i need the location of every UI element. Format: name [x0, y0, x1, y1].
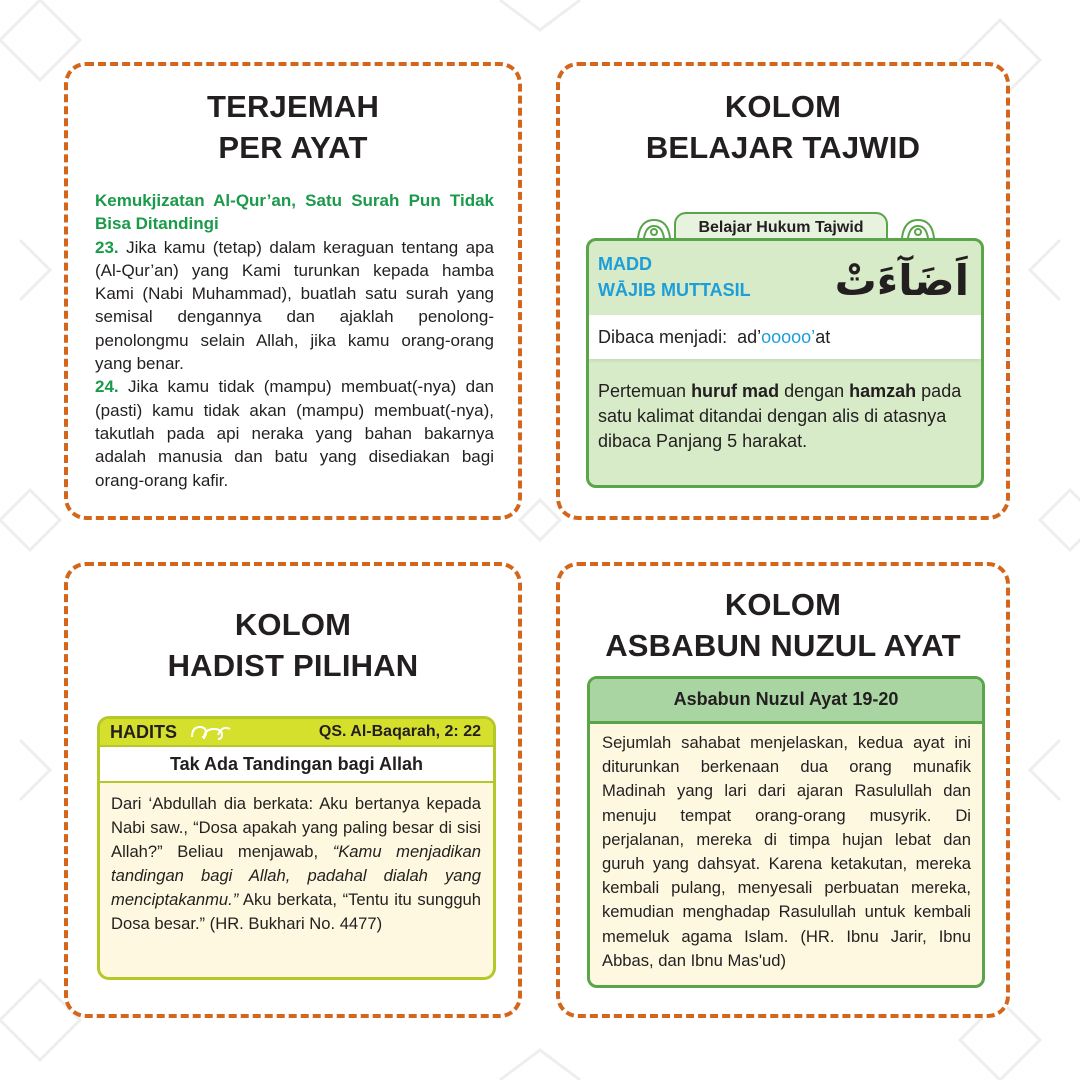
tajwid-card [556, 62, 1010, 520]
verse-24 [95, 375, 494, 491]
verse-23-text: Jika kamu (tetap) dalam keraguan tentang apa (Al-Qur’an) yang Kami turunkan kepada hamba Kami (Nabi Muhammad), buatlah satu surah yang semisal dengannya dan ajaklah penolong-penolongmu selain Allah, jika kamu orang-orang yang benar. [95, 237, 494, 374]
reading-row [589, 315, 981, 359]
madd-line1: MADD [598, 254, 652, 274]
hadits-header [100, 719, 493, 747]
pronunciation-mid: ooooo’ [761, 327, 816, 347]
hadits-label: HADITS [110, 722, 177, 742]
hadits-reference: QS. Al-Baqarah, 2: 22 [318, 723, 481, 740]
hadist-title [68, 604, 518, 686]
hadits-text-part1: Dari ‘Abdullah dia berkata: Aku bertanya kepada Nabi saw., “Dosa apakah yang paling besar di sisi Allah?” Beliau menjawab, [111, 794, 481, 861]
hadits-box [97, 716, 496, 980]
reading-label: Dibaca menjadi: [598, 327, 728, 347]
desc-part1: Pertemuan [598, 381, 692, 401]
terjemah-title-line2: PER AYAT [218, 130, 368, 165]
desc-part2: dengan [779, 381, 850, 401]
hadist-card [64, 562, 522, 1018]
terjemah-title [68, 86, 518, 168]
asbabun-title [560, 584, 1006, 666]
pronunciation-end: at [815, 327, 831, 347]
asbabun-title-line2: ASBABUN NUZUL AYAT [605, 628, 961, 663]
madd-line2: WĀJIB MUTTASIL [598, 280, 751, 300]
desc-bold2: hamzah [849, 381, 917, 401]
tajwid-tab-label: Belajar Hukum Tajwid [674, 212, 888, 242]
asbabun-title-line1: KOLOM [724, 587, 842, 622]
floral-ornament-icon [900, 216, 936, 240]
cloud-swirl-icon [188, 721, 232, 743]
pronunciation-start: ad’ [737, 327, 762, 347]
asbabun-box [587, 676, 985, 988]
terjemah-heading: Kemukjizatan Al-Qur’an, Satu Surah Pun Tidak Bisa Ditandingi [95, 191, 494, 234]
verse-24-number: 24. [95, 377, 119, 397]
hadits-text-part2: Aku berkata, “Tentu itu sungguh Dosa besar.” (HR. Bukhari No. 4477) [111, 890, 481, 933]
floral-ornament-icon [636, 216, 672, 240]
tajwid-title-line1: KOLOM [724, 89, 842, 124]
asbabun-card [556, 562, 1010, 1018]
desc-part3: pada satu kalimat ditandai dengan alis di atasnya dibaca Panjang 5 harakat. [598, 381, 962, 451]
hadits-text-italic: “Kamu menjadikan tandingan bagi Allah, padahal dialah yang menciptakanmu.” [111, 842, 481, 909]
tajwid-description [598, 379, 969, 454]
madd-label [598, 251, 751, 303]
tajwid-title-line2: BELAJAR TAJWID [645, 130, 921, 165]
verse-23 [95, 236, 494, 376]
arabic-word: اَضَآءَتْ [834, 256, 969, 305]
asbabun-header: Asbabun Nuzul Ayat 19-20 [590, 679, 982, 724]
verse-23-number: 23. [95, 237, 119, 257]
terjemah-title-line1: TERJEMAH [206, 89, 380, 124]
verse-24-text: Jika kamu tidak (mampu) membuat(-nya) dan (pasti) kamu tidak akan (mampu) membuat(-nya), takutlah pada api neraka yang bahan bakarnya adalah manusia dan batu yang disediakan bagi orang-orang kafir. [95, 377, 494, 490]
hadist-title-line1: KOLOM [234, 607, 352, 642]
terjemah-body [95, 189, 494, 492]
asbabun-text: Sejumlah sahabat menjelaskan, kedua ayat ini diturunkan berkenaan dua orang munafik Madinah yang lari dari ajaran Rasulullah dan menuju tempat orang-orang musyrik. Di perjalanan, mereka di timpa hujan lebat dan guruh yang dahsyat. Karena ketakutan, mereka kembali pulang, menyesali perbuatan mereka, kemudian menghadap Rasulullah untuk kembali memeluk agama Islam. (HR. Ibnu Jarir, Ibnu Abbas, dan Ibnu Mas'ud) [602, 733, 971, 970]
tajwid-box [586, 238, 984, 488]
terjemah-card [64, 62, 522, 520]
hadist-title-line2: HADIST PILIHAN [167, 648, 419, 683]
hadits-subtitle: Tak Ada Tandingan bagi Allah [100, 747, 493, 783]
tajwid-title [560, 86, 1006, 168]
desc-bold1: huruf mad [691, 381, 780, 401]
hadits-text [111, 792, 481, 936]
